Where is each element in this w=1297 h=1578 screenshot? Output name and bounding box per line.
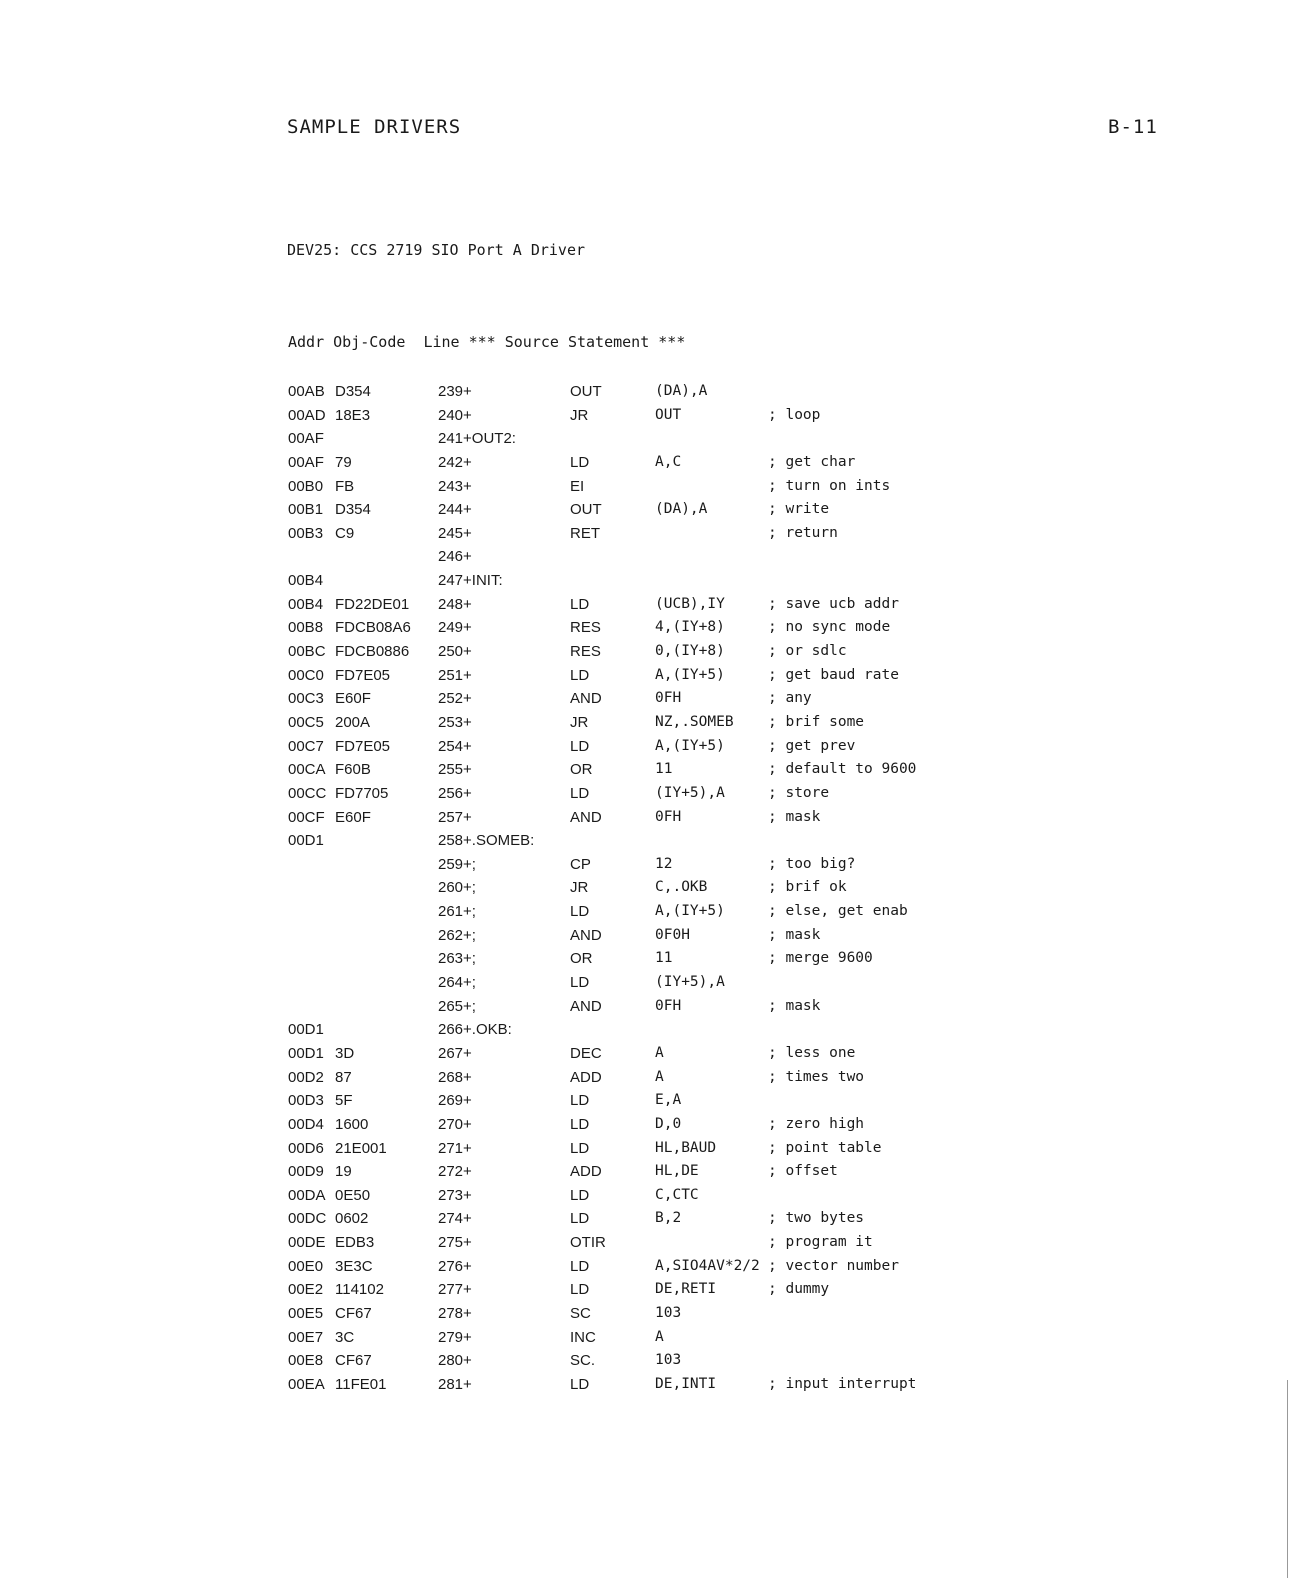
page-edge-line [1287, 1380, 1288, 1578]
line-number-cell: 259+; [438, 855, 476, 873]
object-code-cell: FDCB08A6 [335, 619, 411, 637]
address-cell: 00B1 [288, 501, 324, 519]
line-number-cell: 246+ [438, 548, 472, 566]
opcode-cell: CP [570, 855, 591, 873]
object-code-cell: FD7E05 [335, 737, 391, 755]
column-header: Addr Obj-Code Line *** Source Statement *** [288, 333, 686, 351]
address-cell: 00D4 [288, 1115, 324, 1133]
address-cell: 00D3 [288, 1092, 324, 1110]
opcode-cell: RES [570, 643, 601, 661]
address-cell: 00D6 [288, 1139, 324, 1157]
section-title: SAMPLE DRIVERS [287, 116, 462, 138]
comment-cell: ; mask [768, 997, 821, 1014]
comment-cell: ; brif some [768, 713, 865, 730]
line-number-cell: 272+ [438, 1163, 472, 1181]
operand-cell: (DA),A [655, 501, 708, 518]
comment-cell: ; mask [768, 926, 821, 943]
opcode-cell: LD [570, 1257, 590, 1275]
address-cell: 00CA [288, 761, 326, 779]
opcode-cell: OR [570, 950, 593, 968]
comment-cell: ; mask [768, 808, 821, 825]
address-cell: 00AD [288, 406, 326, 424]
operand-cell: C,.OKB [655, 879, 708, 896]
opcode-cell: JR [570, 406, 589, 424]
operand-cell: 4,(IY+8) [655, 619, 725, 636]
operand-cell: (IY+5),A [655, 784, 725, 801]
opcode-cell: LD [570, 1092, 590, 1110]
opcode-cell: DEC [570, 1044, 602, 1062]
address-cell: 00AF [288, 453, 324, 471]
line-number-cell: 253+ [438, 713, 472, 731]
operand-cell: A,(IY+5) [655, 903, 725, 920]
opcode-cell: OTIR [570, 1234, 606, 1252]
object-code-cell: 18E3 [335, 406, 371, 424]
opcode-cell: LD [570, 595, 590, 613]
operand-cell: 0F0H [655, 926, 690, 943]
line-number-cell: 240+ [438, 406, 472, 424]
line-number-cell: 266+.OKB: [438, 1021, 512, 1039]
operand-cell: (UCB),IY [655, 595, 725, 612]
opcode-cell: AND [570, 690, 602, 708]
line-number-cell: 248+ [438, 595, 472, 613]
object-code-cell: FD7E05 [335, 666, 391, 684]
address-cell: 00AF [288, 430, 324, 448]
address-cell: 00E7 [288, 1328, 324, 1346]
line-number-cell: 273+ [438, 1186, 472, 1204]
line-number-cell: 256+ [438, 784, 472, 802]
comment-cell: ; program it [768, 1234, 873, 1251]
line-number-cell: 265+; [438, 997, 476, 1015]
address-cell: 00D2 [288, 1068, 324, 1086]
line-number-cell: 274+ [438, 1210, 472, 1228]
opcode-cell: ADD [570, 1163, 602, 1181]
comment-cell: ; dummy [768, 1281, 830, 1298]
address-cell: 00E8 [288, 1352, 324, 1370]
address-cell: 00DE [288, 1234, 326, 1252]
address-cell: 00EA [288, 1375, 325, 1393]
address-cell: 00AB [288, 383, 325, 400]
operand-cell: 11 [655, 761, 673, 778]
object-code-cell: 5F [335, 1092, 353, 1110]
operand-cell: A,(IY+5) [655, 737, 725, 754]
address-cell: 00C7 [288, 737, 324, 755]
object-code-cell: 0E50 [335, 1186, 371, 1204]
object-code-cell: 114102 [335, 1281, 384, 1299]
object-code-cell: 87 [335, 1068, 352, 1086]
comment-cell: ; offset [768, 1163, 838, 1180]
line-number-cell: 261+; [438, 903, 476, 921]
comment-cell: ; times two [768, 1068, 865, 1085]
comment-cell: ; vector number [768, 1257, 899, 1274]
address-cell: 00C0 [288, 666, 324, 684]
line-number-cell: 271+ [438, 1139, 472, 1157]
operand-cell: D,0 [655, 1115, 682, 1132]
object-code-cell: FB [335, 477, 355, 495]
operand-cell: 0FH [655, 690, 682, 707]
opcode-cell: SC [570, 1304, 591, 1322]
comment-cell: ; store [768, 784, 830, 801]
address-cell: 00B4 [288, 595, 324, 613]
opcode-cell: AND [570, 808, 602, 826]
opcode-cell: LD [570, 784, 590, 802]
object-code-cell: C9 [335, 524, 355, 542]
operand-cell: A,C [655, 453, 682, 470]
opcode-cell: JR [570, 879, 589, 897]
address-cell: 00E5 [288, 1304, 324, 1322]
comment-cell: ; turn on ints [768, 477, 891, 494]
line-number-cell: 260+; [438, 879, 476, 897]
opcode-cell: SC. [570, 1352, 596, 1370]
line-number-cell: 244+ [438, 501, 472, 519]
line-number-cell: 250+ [438, 643, 472, 661]
operand-cell: (IY+5),A [655, 974, 725, 991]
operand-cell: A,SIO4AV*2/2 [655, 1257, 760, 1274]
opcode-cell: LD [570, 453, 590, 471]
operand-cell: 12 [655, 855, 673, 872]
opcode-cell: EI [570, 477, 585, 495]
line-number-cell: 252+ [438, 690, 472, 708]
comment-cell: ; brif ok [768, 879, 847, 896]
comment-cell: ; or sdlc [768, 643, 847, 660]
comment-cell: ; get char [768, 453, 856, 470]
address-cell: 00B3 [288, 524, 324, 542]
comment-cell: ; merge 9600 [768, 950, 873, 967]
listing-title: DEV25: CCS 2719 SIO Port A Driver [287, 241, 586, 259]
operand-cell: 11 [655, 950, 673, 967]
line-number-cell: 277+ [438, 1281, 472, 1299]
operand-cell: A,(IY+5) [655, 666, 725, 683]
opcode-cell: LD [570, 666, 590, 684]
address-cell: 00D1 [288, 832, 324, 850]
line-number-cell: 249+ [438, 619, 472, 637]
object-code-cell: 200A [335, 713, 371, 731]
operand-cell: OUT [655, 406, 682, 423]
address-cell: 00C3 [288, 690, 324, 708]
object-code-cell: D354 [335, 383, 371, 400]
line-number-cell: 267+ [438, 1044, 472, 1062]
comment-cell: ; zero high [768, 1115, 865, 1132]
operand-cell: A [655, 1328, 664, 1345]
comment-cell: ; any [768, 690, 812, 707]
operand-cell: 0FH [655, 997, 682, 1014]
line-number-cell: 255+ [438, 761, 472, 779]
object-code-cell: 3C [335, 1328, 355, 1346]
opcode-cell: LD [570, 1375, 590, 1393]
opcode-cell: LD [570, 1186, 590, 1204]
opcode-cell: LD [570, 737, 590, 755]
address-cell: 00B8 [288, 619, 324, 637]
object-code-cell: CF67 [335, 1304, 372, 1322]
comment-cell: ; input interrupt [768, 1375, 917, 1392]
operand-cell: HL,BAUD [655, 1139, 717, 1156]
object-code-cell: 19 [335, 1163, 352, 1181]
comment-cell: ; less one [768, 1044, 856, 1061]
comment-cell: ; save ucb addr [768, 595, 899, 612]
address-cell: 00E2 [288, 1281, 324, 1299]
operand-cell: E,A [655, 1092, 682, 1109]
opcode-cell: OR [570, 761, 593, 779]
line-number-cell: 264+; [438, 974, 476, 992]
operand-cell: (DA),A [655, 383, 708, 399]
line-number-cell: 270+ [438, 1115, 472, 1133]
line-number-cell: 251+ [438, 666, 472, 684]
operand-cell: NZ,.SOMEB [655, 713, 734, 730]
opcode-cell: OUT [570, 501, 602, 519]
operand-cell: C,CTC [655, 1186, 699, 1203]
operand-cell: 103 [655, 1304, 682, 1321]
line-number-cell: 241+OUT2: [438, 430, 516, 448]
comment-cell: ; get baud rate [768, 666, 899, 683]
object-code-cell: FD22DE01 [335, 595, 410, 613]
object-code-cell: D354 [335, 501, 371, 519]
object-code-cell: 21E001 [335, 1139, 387, 1157]
page-number: B-11 [1108, 116, 1158, 138]
opcode-cell: ADD [570, 1068, 602, 1086]
line-number-cell: 245+ [438, 524, 472, 542]
line-number-cell: 275+ [438, 1234, 472, 1252]
operand-cell: DE,RETI [655, 1281, 717, 1298]
object-code-cell: 0602 [335, 1210, 369, 1228]
line-number-cell: 276+ [438, 1257, 472, 1275]
line-number-cell: 242+ [438, 453, 472, 471]
object-code-cell: 3E3C [335, 1257, 373, 1275]
operand-cell: A [655, 1068, 664, 1085]
opcode-cell: LD [570, 1281, 590, 1299]
line-number-cell: 258+.SOMEB: [438, 832, 535, 850]
address-cell: 00B0 [288, 477, 324, 495]
address-cell: 00E0 [288, 1257, 324, 1275]
comment-cell: ; loop [768, 406, 821, 423]
opcode-cell: RES [570, 619, 601, 637]
comment-cell: ; no sync mode [768, 619, 891, 636]
operand-cell: 103 [655, 1352, 682, 1369]
address-cell: 00D1 [288, 1044, 324, 1062]
address-cell: 00C5 [288, 713, 324, 731]
address-cell: 00D1 [288, 1021, 324, 1039]
object-code-cell: E60F [335, 690, 371, 708]
comment-cell: ; default to 9600 [768, 761, 917, 778]
line-number-cell: 247+INIT: [438, 572, 503, 590]
operand-cell: DE,INTI [655, 1375, 717, 1392]
address-cell: 00B4 [288, 572, 324, 590]
comment-cell: ; else, get enab [768, 903, 908, 920]
opcode-cell: JR [570, 713, 589, 731]
opcode-cell: LD [570, 1210, 590, 1228]
address-cell: 00DC [288, 1210, 327, 1228]
opcode-cell: LD [570, 974, 590, 992]
object-code-cell: 3D [335, 1044, 355, 1062]
operand-cell: B,2 [655, 1210, 682, 1227]
comment-cell: ; return [768, 524, 838, 541]
object-code-cell: 11FE01 [335, 1375, 387, 1393]
object-code-cell: FDCB0886 [335, 643, 410, 661]
comment-cell: ; write [768, 501, 830, 518]
object-code-cell: CF67 [335, 1352, 372, 1370]
opcode-cell: LD [570, 903, 590, 921]
opcode-cell: LD [570, 1139, 590, 1157]
object-code-cell: F60B [335, 761, 371, 779]
address-cell: 00BC [288, 643, 326, 661]
address-cell: 00D9 [288, 1163, 324, 1181]
comment-cell: ; get prev [768, 737, 856, 754]
operand-cell: HL,DE [655, 1163, 699, 1180]
opcode-cell: LD [570, 1115, 590, 1133]
operand-cell: 0FH [655, 808, 682, 825]
line-number-cell: 243+ [438, 477, 472, 495]
object-code-cell: 1600 [335, 1115, 369, 1133]
opcode-cell: AND [570, 997, 602, 1015]
operand-cell: 0,(IY+8) [655, 643, 725, 660]
opcode-cell: OUT [570, 383, 602, 400]
line-number-cell: 254+ [438, 737, 472, 755]
line-number-cell: 280+ [438, 1352, 472, 1370]
opcode-cell: AND [570, 926, 602, 944]
comment-cell: ; two bytes [768, 1210, 865, 1227]
comment-cell: ; too big? [768, 855, 856, 872]
operand-cell: A [655, 1044, 664, 1061]
line-number-cell: 262+; [438, 926, 476, 944]
line-number-cell: 281+ [438, 1375, 472, 1393]
line-number-cell: 257+ [438, 808, 472, 826]
line-number-cell: 239+ [438, 383, 472, 400]
address-cell: 00CF [288, 808, 325, 826]
address-cell: 00CC [288, 784, 327, 802]
line-number-cell: 279+ [438, 1328, 472, 1346]
object-code-cell: E60F [335, 808, 371, 826]
object-code-cell: EDB3 [335, 1234, 375, 1252]
line-number-cell: 268+ [438, 1068, 472, 1086]
comment-cell: ; point table [768, 1139, 882, 1156]
object-code-cell: 79 [335, 453, 352, 471]
object-code-cell: FD7705 [335, 784, 389, 802]
opcode-cell: INC [570, 1328, 596, 1346]
opcode-cell: RET [570, 524, 600, 542]
line-number-cell: 263+; [438, 950, 476, 968]
address-cell: 00DA [288, 1186, 326, 1204]
line-number-cell: 278+ [438, 1304, 472, 1322]
line-number-cell: 269+ [438, 1092, 472, 1110]
